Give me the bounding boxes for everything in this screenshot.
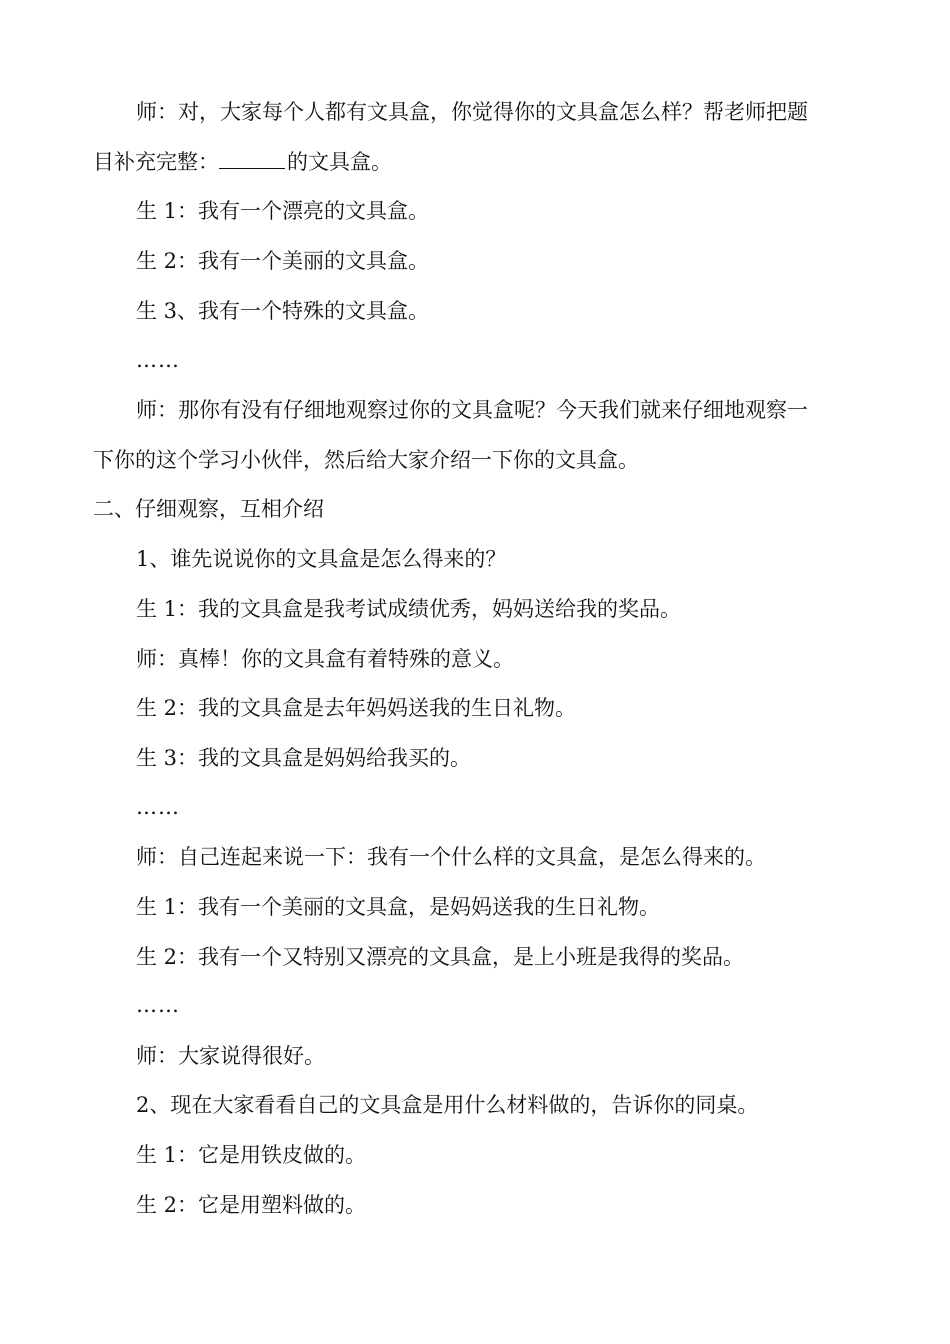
student-answer-q1-1: 生 1：我的文具盒是我考试成绩优秀，妈妈送给我的奖品。 (136, 597, 682, 621)
fill-in-blank (219, 146, 285, 169)
section-heading: 二、仔细观察，互相介绍 (93, 497, 324, 521)
student-answer-2: 生 2：我有一个美丽的文具盒。 (136, 249, 430, 273)
ellipsis: …… (136, 348, 180, 372)
student-answer-q1-2: 生 2：我的文具盒是去年妈妈送我的生日礼物。 (136, 696, 577, 720)
question-2: 2、现在大家看看自己的文具盒是用什么材料做的，告诉你的同桌。 (136, 1093, 759, 1117)
student-answer-q2-2: 生 2：它是用塑料做的。 (136, 1193, 367, 1217)
student-answer-q2-1: 生 1：它是用铁皮做的。 (136, 1143, 367, 1167)
teacher-instruction: 师：自己连起来说一下：我有一个什么样的文具盒，是怎么得来的。 (136, 845, 766, 869)
ellipsis: …… (136, 795, 180, 819)
fill-prompt-text: 目补充完整： (93, 150, 219, 174)
ellipsis: …… (136, 993, 180, 1017)
student-answer-q1-3: 生 3：我的文具盒是妈妈给我买的。 (136, 746, 472, 770)
paragraph-teacher-2-cont: 下你的这个学习小伙伴，然后给大家介绍一下你的文具盒。 (93, 448, 639, 472)
student-answer-combined-1: 生 1：我有一个美丽的文具盒，是妈妈送我的生日礼物。 (136, 895, 661, 919)
teacher-praise: 师：大家说得很好。 (136, 1044, 325, 1068)
student-answer-1: 生 1：我有一个漂亮的文具盒。 (136, 199, 430, 223)
question-1: 1、谁先说说你的文具盒是怎么得来的？ (136, 547, 507, 571)
fill-suffix-text: 的文具盒。 (287, 150, 392, 174)
paragraph-teacher-2: 师：那你有没有仔细地观察过你的文具盒呢？今天我们就来仔细地观察一 (136, 398, 808, 422)
paragraph-teacher-1: 师：对，大家每个人都有文具盒，你觉得你的文具盒怎么样？帮老师把题 (136, 100, 808, 124)
student-answer-3: 生 3、我有一个特殊的文具盒。 (136, 299, 430, 323)
paragraph-teacher-1-cont (93, 146, 392, 176)
teacher-comment: 师：真棒！你的文具盒有着特殊的意义。 (136, 647, 514, 671)
student-answer-combined-2: 生 2：我有一个又特别又漂亮的文具盒，是上小班是我得的奖品。 (136, 945, 745, 969)
